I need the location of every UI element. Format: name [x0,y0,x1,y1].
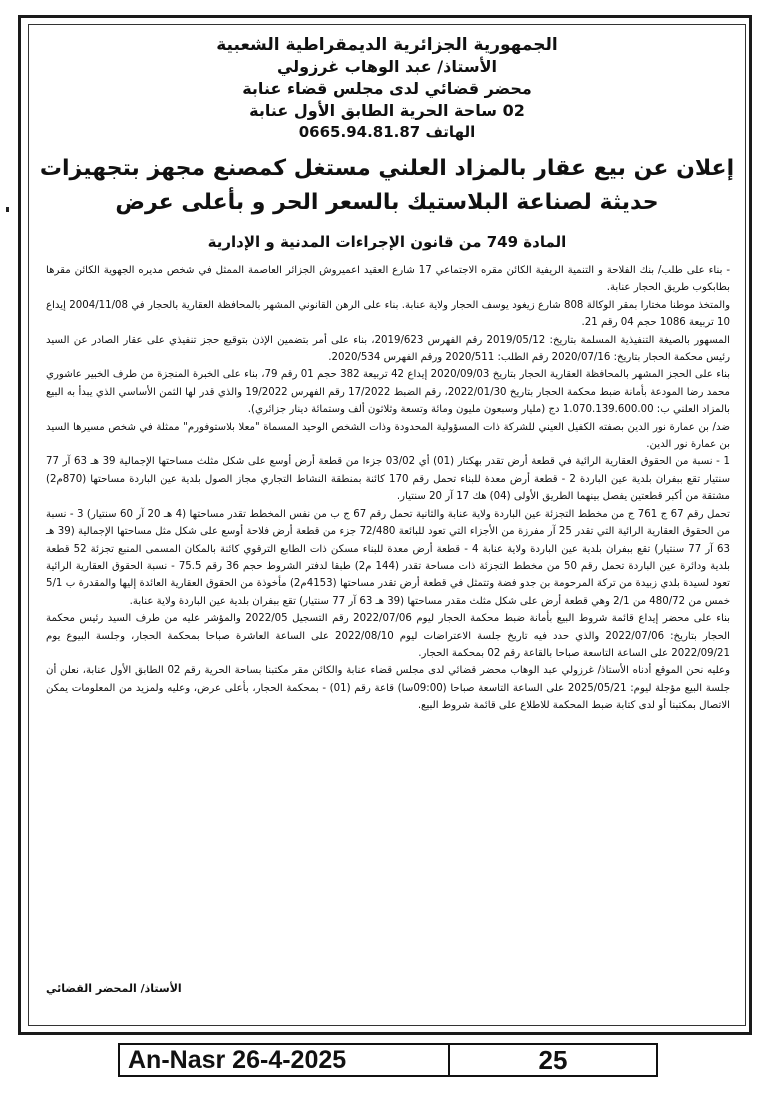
notice-title-line2: حديثة لصناعة البلاستيك بالسعر الحر و بأعلى عرض [115,190,659,215]
paragraph-domicile: والمتخذ موطنا مختارا بمقر الوكالة 808 شارع زيغود يوسف الحجار ولاية عنابة. بناء على الرهن القانوني المشهر بالمحافظة العقارية بالحجار في 2004/11/08 إيداع 10 تربيعة 1086 حجم 04 رقم 21. [46,299,730,329]
notice-body [46,262,730,715]
paragraph-announcement: وعليه نحن الموقع أدناه الأستاذ/ غرزولي عبد الوهاب محضر قضائي لدى مجلس قضاء عنابة والكائن مقر مكتبنا بساحة الحرية رقم 02 الطابق الأول عنابة، نعلن أن جلسة البيع مؤجلة ليوم: 2025/05/21 على الساعة التاسعة صباحا (09:00سا) قاعة رقم (01) - بمحكمة الحجار، بأعلى عرض، وعليه ولمزيد من المعلومات يمكن الاتصال بمكتبنا أو لدى كتابة ضبط المحكمة للاطلاع على قائمة شروط البيع. [46,665,731,712]
notice-title [38,152,736,220]
header-bailiff-title: محضر قضائي لدى مجلس قضاء عنابة [242,79,532,98]
header-address: 02 ساحة الحرية الطابق الأول عنابة [249,101,525,120]
header-bailiff-name: الأستاذ/ عبد الوهاب غرزولي [276,57,498,76]
paragraph-requester: - بناء على طلب/ بنك الفلاحة و التنمية الريفية الكائن مقره الاجتماعي 17 شارع العقيد اعميروش الجزائر العاصمة الممثل في شخص مديره الجهوية الكائن مقرها بطابكوب طريق الحجار عنابة. [46,265,730,294]
signature: الأستاذ/ المحضر القضائي [46,982,182,995]
paragraph-seizure: بناء على الحجز المشهر بالمحافظة العقارية الحجار بتاريخ 2020/09/03 إيداع 42 تربيعة 382 حجم 01 رقم 79، بناء على الخبرة المنجزة من طرف الخبير عاشوري محمد رضا المودعة بأمانة ضبط محكمة الحجار بتاريخ 2022/01/30، رقم الضبط 17/2022 رقم الفهرس 19/2022 والذي قدر لها الثمن الأساسي الذي يبدأ به البيع بالمزاد العلني ب: 1.070.139.600.00 دج (مليار وسبعون مليون ومائة وتسعة وثلاثون ألف وستمائة دينار جزائري). [46,369,731,416]
paragraph-enforcement: المسهور بالصيغة التنفيذية المسلمة بتاريخ: 2019/05/12 رقم الفهرس 2019/623، بناء على أمر بتضمين الإذن بتوقيع حجز تنفيذي على عقار الصادر عن السيد رئيس محكمة الحجار بتاريخ: 2020/07/16 رقم الطلب: 2020/511 ورقم الفهرس 2020/534. [46,334,730,364]
notice-content [38,34,736,1024]
footer-source: An-Nasr 26-4-2025 [120,1045,450,1075]
paragraph-conditions: بناء على محضر إيداع قائمة شروط البيع بأمانة ضبط محكمة الحجار ليوم 2022/07/06 رقم التسجيل 2022/05 والمؤشر عليه من طرف السيد رئيس محكمة الحجار بتاريخ: 2022/07/06 والذي حدد فيه تاريخ جلسة الاعتراضات ليوم 2022/08/10 على الساعة العاشرة صباحا بمحكمة الحجار، وجلسة البيوع يوم 2022/09/21 على الساعة التاسعة صباحا بالقاعة رقم 02 بمحكمة الحجار. [46,613,731,659]
header-republic: الجمهورية الجزائرية الديمقراطية الشعبية [216,35,558,55]
footer-page-number: 25 [538,1044,568,1075]
notice-title-line1: إعلان عن بيع عقار بالمزاد العلني مستغل كمصنع مجهز بتجهيزات [39,156,735,181]
paragraph-property-2: تحمل رقم 67 ج 761 ج من مخطط التجزئة عين الباردة ولاية عنابة والثانية تحمل رقم 67 ج ب من نفس المخطط تقدر مساحتها (4 هـ 20 آر 60 سنتيار) 3 - نسبة من الحقوق العقارية الرائية التي تقدر 25 آر مفرزة من الأجزاء التي تعود للبائعة 72/480 جزء من قطعة أرض فلاحة أوسع على شكل مثل مساحتها الإجمالية (39 هـ 63 آر 77 سنتيار) تقع ببفران بلدية عين الباردة ولاية عنابة 4 - قطعة أرض معدة للبناء مسكن ذات الطابع الترقوي كائنة بالمكان المسمى المنبع تجزئة 52 قطعة بلدية ودائرة عين الباردة تحمل رقم 50 من مخطط التجزئة ذات مساحة تقدر (144 م2) طبقا لدفتر الشروط حجم 36 رقم 75.5 - نسبة الحقوق العقارية الرائية تعود لسيدة بلدي زبيدة من تركة المرحومة بن جدو فضة وتتمثل في قطعة أرض تقدر مساحتها (4153م2) مأخوذة من الحقوق العقارية العائدة إليها والمقدرة ب 5/1 خمس من 480/72 من 2/1 وهي قطعة أرض على شكل مثلث مقدر مساحتها (39 هـ 63 آر 77 سنتيار) تقع ببفران بلدية عين الباردة ولاية عنابة. [46,508,731,607]
paragraph-debtor: ضد/ بن عمارة نور الدين بصفته الكفيل العيني للشركة ذات المسؤولية المحدودة وذات الشخص الوحيد المسماة "معلا بلاستوفورم" ممثلة في شخص مسيرها السيد بن عمارة نور الدين. [46,421,730,451]
footer-bar [118,1043,658,1077]
paragraph-property-1: 1 - نسبة من الحقوق العقارية الرائية في قطعة أرض تقدر بهكتار (01) أي 03/02 جزءا من قطعة أرض أوسع على شكل مثلث مساحتها الإجمالية 39 هـ 63 آر 77 سنتيار تقع ببفران بلدية عين الباردة 2 - قطعة أرض معدة للبناء تحمل رقم 170 كائنة بمنطقة النشاط التجاري مجاز الصول بلدية عين الباردة مساحتها (870م2) مشتقة من أكبر قطعتين يفصل بينهما الطريق الأولى (04) هك 17 آر 20 سنتيار. [46,456,730,503]
margin-mark [6,207,9,212]
notice-subtitle: المادة 749 من قانون الإجراءات المدنية و الإدارية [207,233,567,251]
header-phone: الهاتف 0665.94.81.87 [298,123,476,141]
